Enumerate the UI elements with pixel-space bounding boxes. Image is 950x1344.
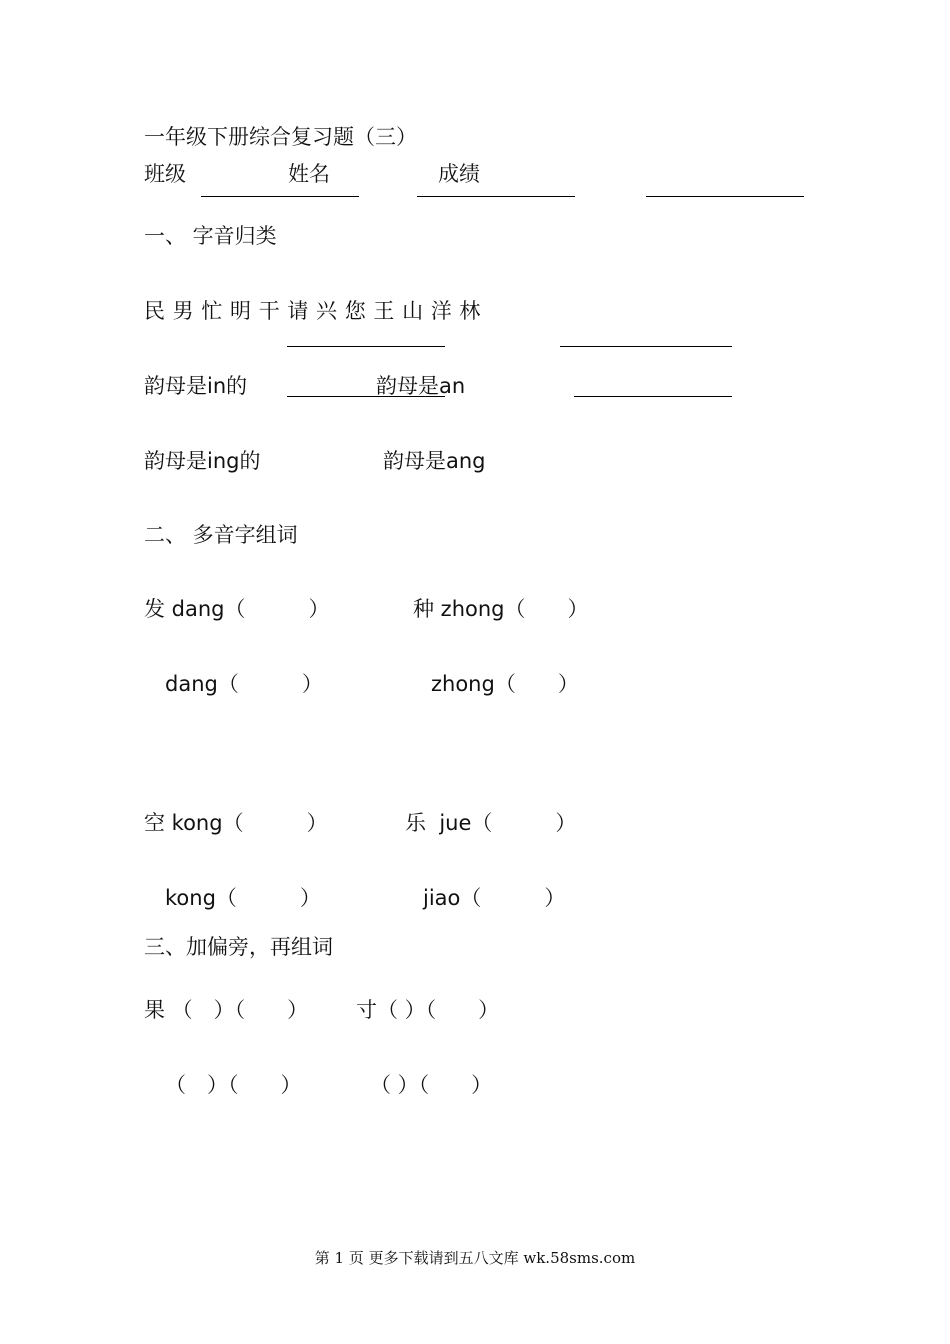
answer-line-2 — [560, 346, 732, 347]
answer-line-3 — [287, 396, 445, 397]
radical-row1-left: 果 （ ）（ ） — [144, 998, 309, 1022]
an-final-label: 韵母是an — [376, 374, 466, 398]
polyphone-zhong-2: zhong（ ） — [431, 672, 579, 696]
radical-row2-right: （ ）（ ） — [370, 1073, 493, 1097]
polyphone-fa-dang: 发 dang（ ） — [144, 597, 330, 621]
polyphone-jue: 乐 jue（ ） — [405, 811, 577, 835]
worksheet-title: 一年级下册综合复习题（三） — [144, 125, 417, 149]
page-footer: 第 1 页 更多下载请到五八文库 wk.58sms.com — [314, 1249, 636, 1267]
answer-line-1 — [287, 346, 445, 347]
section2-heading: 二、 多音字组词 — [144, 523, 298, 547]
class-blank-line — [201, 196, 359, 197]
polyphone-kong-1: 空 kong（ ） — [144, 811, 328, 835]
polyphone-jiao: jiao（ ） — [423, 886, 566, 910]
char-list: 民 男 忙 明 干 请 兴 您 王 山 洋 林 — [144, 299, 481, 323]
radical-row2-left: （ ）（ ） — [165, 1073, 302, 1097]
section1-heading: 一、 字音归类 — [144, 224, 277, 248]
radical-row1-right: 寸（ ）（ ） — [356, 998, 500, 1022]
name-blank-line — [417, 196, 575, 197]
name-label: 姓名 — [288, 162, 330, 186]
polyphone-kong-2: kong（ ） — [165, 886, 321, 910]
class-label: 班级 — [144, 162, 186, 186]
in-final-label: 韵母是in的 — [144, 374, 248, 398]
ing-final-label: 韵母是ing的 — [144, 449, 261, 473]
polyphone-zhong-1: 种 zhong（ ） — [413, 597, 589, 621]
score-blank-line — [646, 196, 804, 197]
polyphone-dang-2: dang（ ） — [165, 672, 323, 696]
score-label: 成绩 — [438, 162, 480, 186]
ang-final-label: 韵母是ang — [383, 449, 486, 473]
section3-heading: 三、加偏旁，再组词 — [144, 935, 333, 959]
answer-line-4 — [574, 396, 732, 397]
